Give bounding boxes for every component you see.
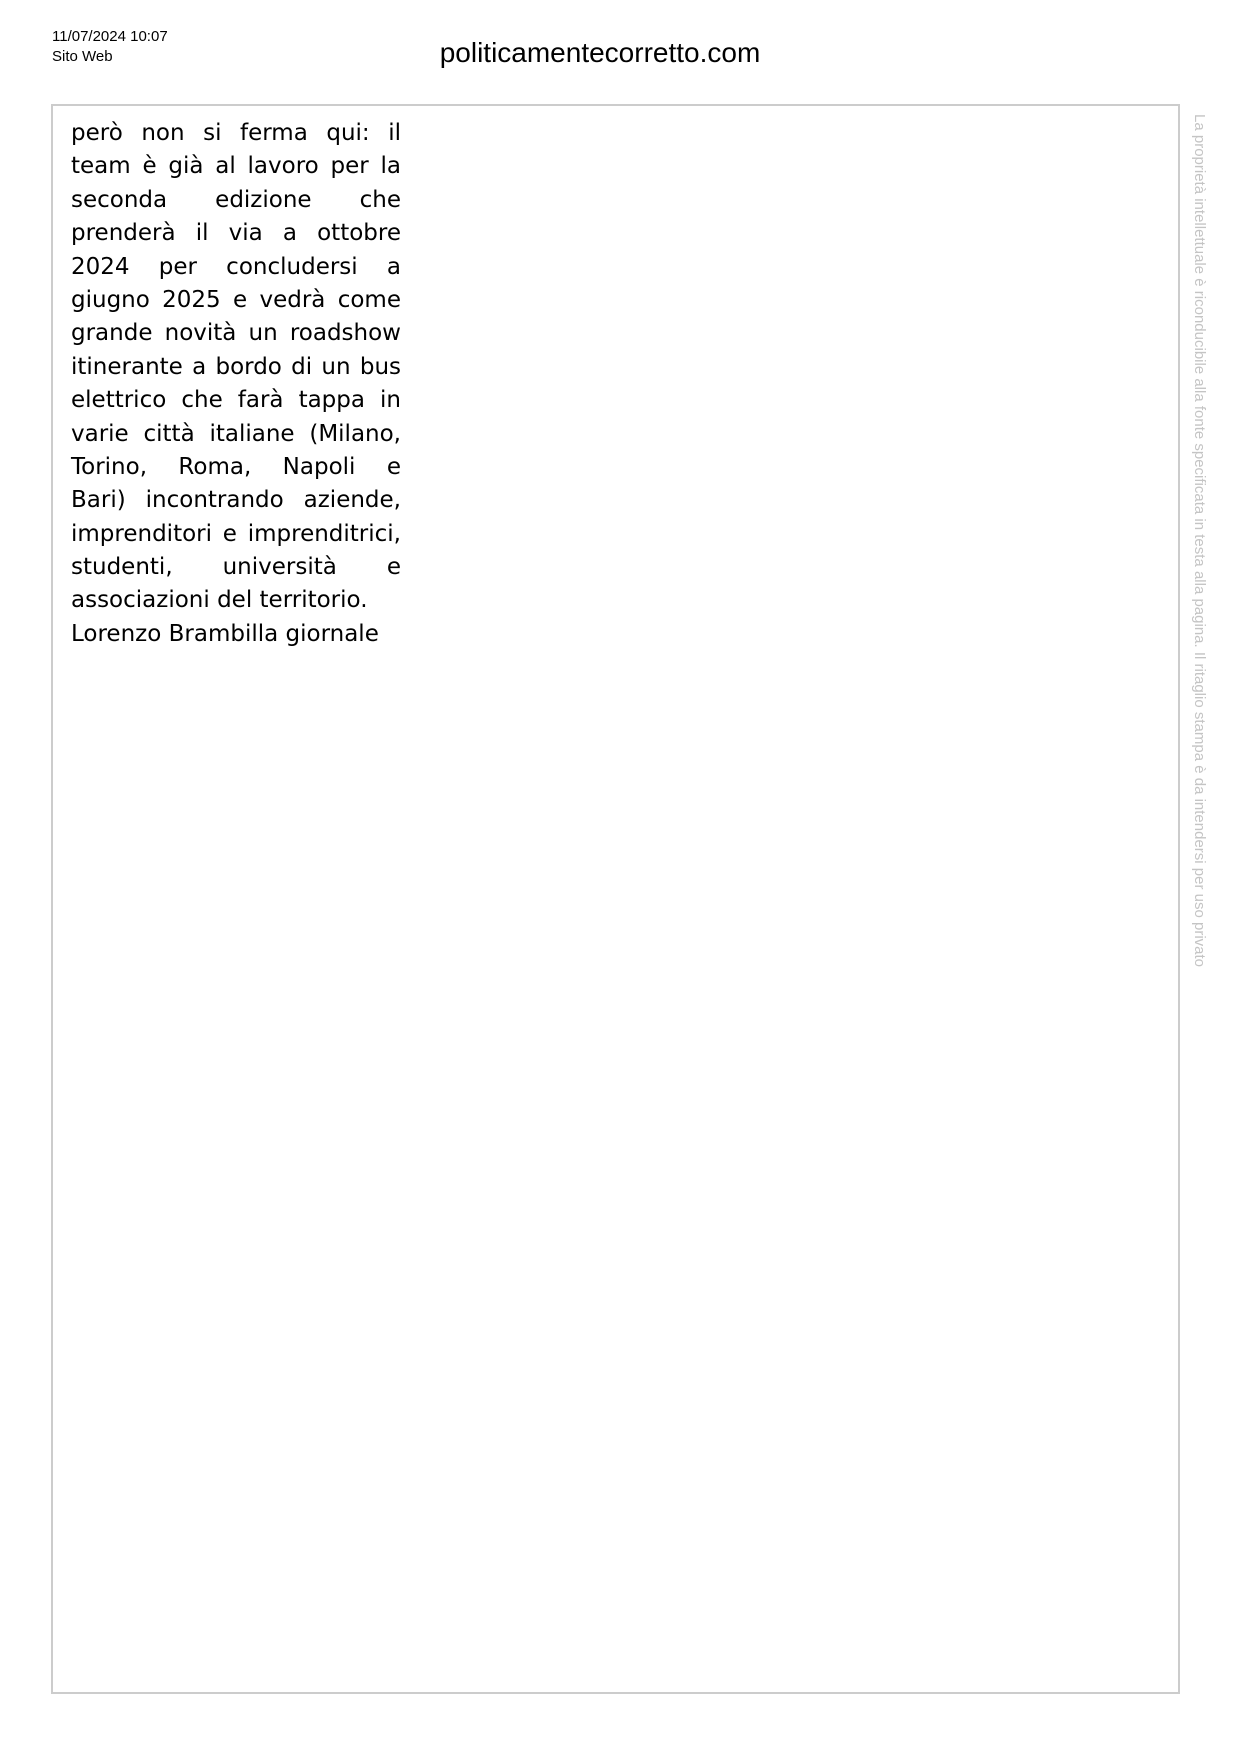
site-name-title: politicamentecorretto.com xyxy=(439,37,761,68)
article-body xyxy=(71,117,401,651)
article-line: Torino, Roma, Napoli e xyxy=(71,453,401,480)
clipping-datetime: 11/07/2024 10:07 xyxy=(52,28,168,45)
article-line: 2024 per concludersi a xyxy=(71,253,401,280)
clipping-source-type: Sito Web xyxy=(52,48,113,65)
article-line: team è già al lavoro per la xyxy=(71,153,401,180)
copyright-side-note-text: La proprietà intellettuale è riconducibile alla fonte specificata in testa alla pagina. Il ritaglio stampa è da intendersi per uso privato xyxy=(1191,114,1208,968)
article-line: Bari) incontrando aziende, xyxy=(71,487,401,514)
article-line: giugno 2025 e vedrà come xyxy=(71,286,401,313)
article-line: grande novità un roadshow xyxy=(71,320,401,347)
article-line: Lorenzo Brambilla giornale xyxy=(71,620,379,647)
article-line: però non si ferma qui: il xyxy=(71,120,401,146)
article-line: imprenditori e imprenditrici, xyxy=(71,520,401,547)
article-line: varie città italiane (Milano, xyxy=(71,420,401,447)
article-line: seconda edizione che xyxy=(71,186,401,213)
copyright-side-note xyxy=(1187,114,1211,1064)
article-line: studenti, università e xyxy=(71,554,401,581)
article-line: associazioni del territorio. xyxy=(71,587,368,614)
article-line: elettrico che farà tappa in xyxy=(71,387,401,414)
article-line: itinerante a bordo di un bus xyxy=(71,353,401,380)
article-line: prenderà il via a ottobre xyxy=(71,220,401,247)
